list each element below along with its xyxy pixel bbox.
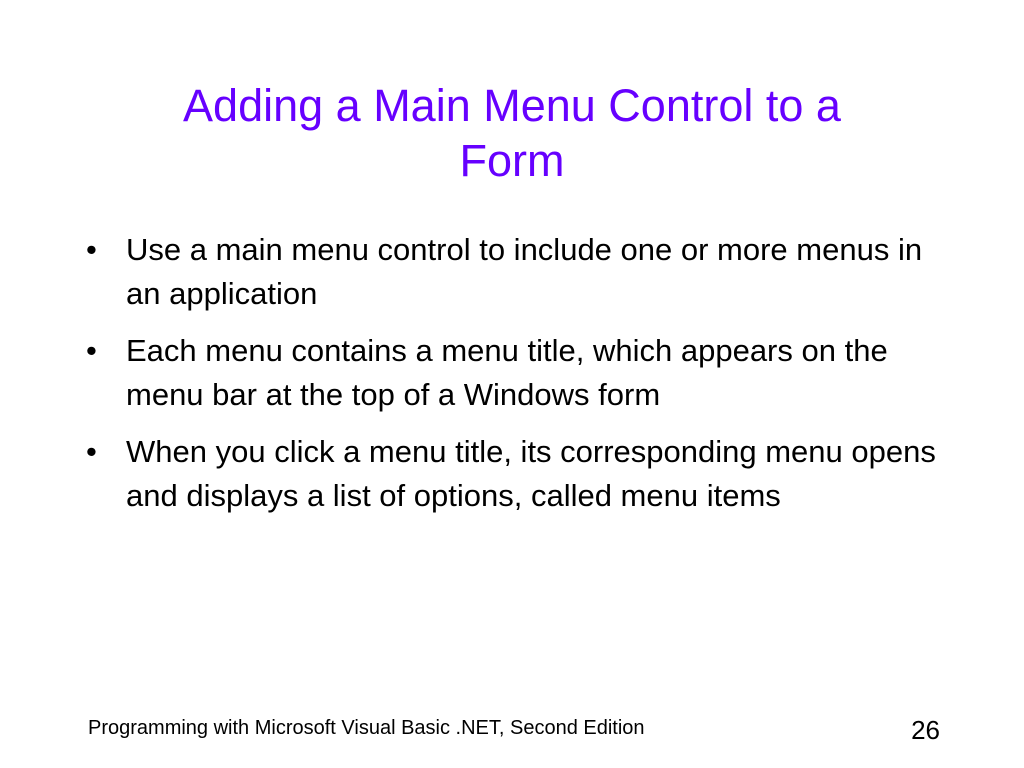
footer-book-title: Programming with Microsoft Visual Basic .NET, Second Edition: [88, 717, 645, 739]
bullet-item: [86, 430, 946, 518]
bullet-list: [86, 228, 946, 531]
page-number: 26: [911, 715, 940, 745]
slide-title-line-2: Form: [459, 135, 565, 186]
bullet-marker: •: [86, 434, 97, 469]
bullet-text: Use a main menu control to include one or more menus in an application: [126, 232, 923, 311]
bullet-item: [86, 228, 946, 316]
bullet-item: [86, 329, 946, 417]
slide-title: [100, 78, 924, 188]
bullet-marker: •: [86, 333, 97, 368]
slide-title-line-1: Adding a Main Menu Control to a: [183, 80, 841, 131]
bullet-text: When you click a menu title, its corresponding menu opens and displays a list of options, called menu items: [126, 434, 936, 513]
bullet-marker: •: [86, 232, 97, 267]
bullet-text: Each menu contains a menu title, which appears on the menu bar at the top of a Windows form: [126, 333, 888, 412]
